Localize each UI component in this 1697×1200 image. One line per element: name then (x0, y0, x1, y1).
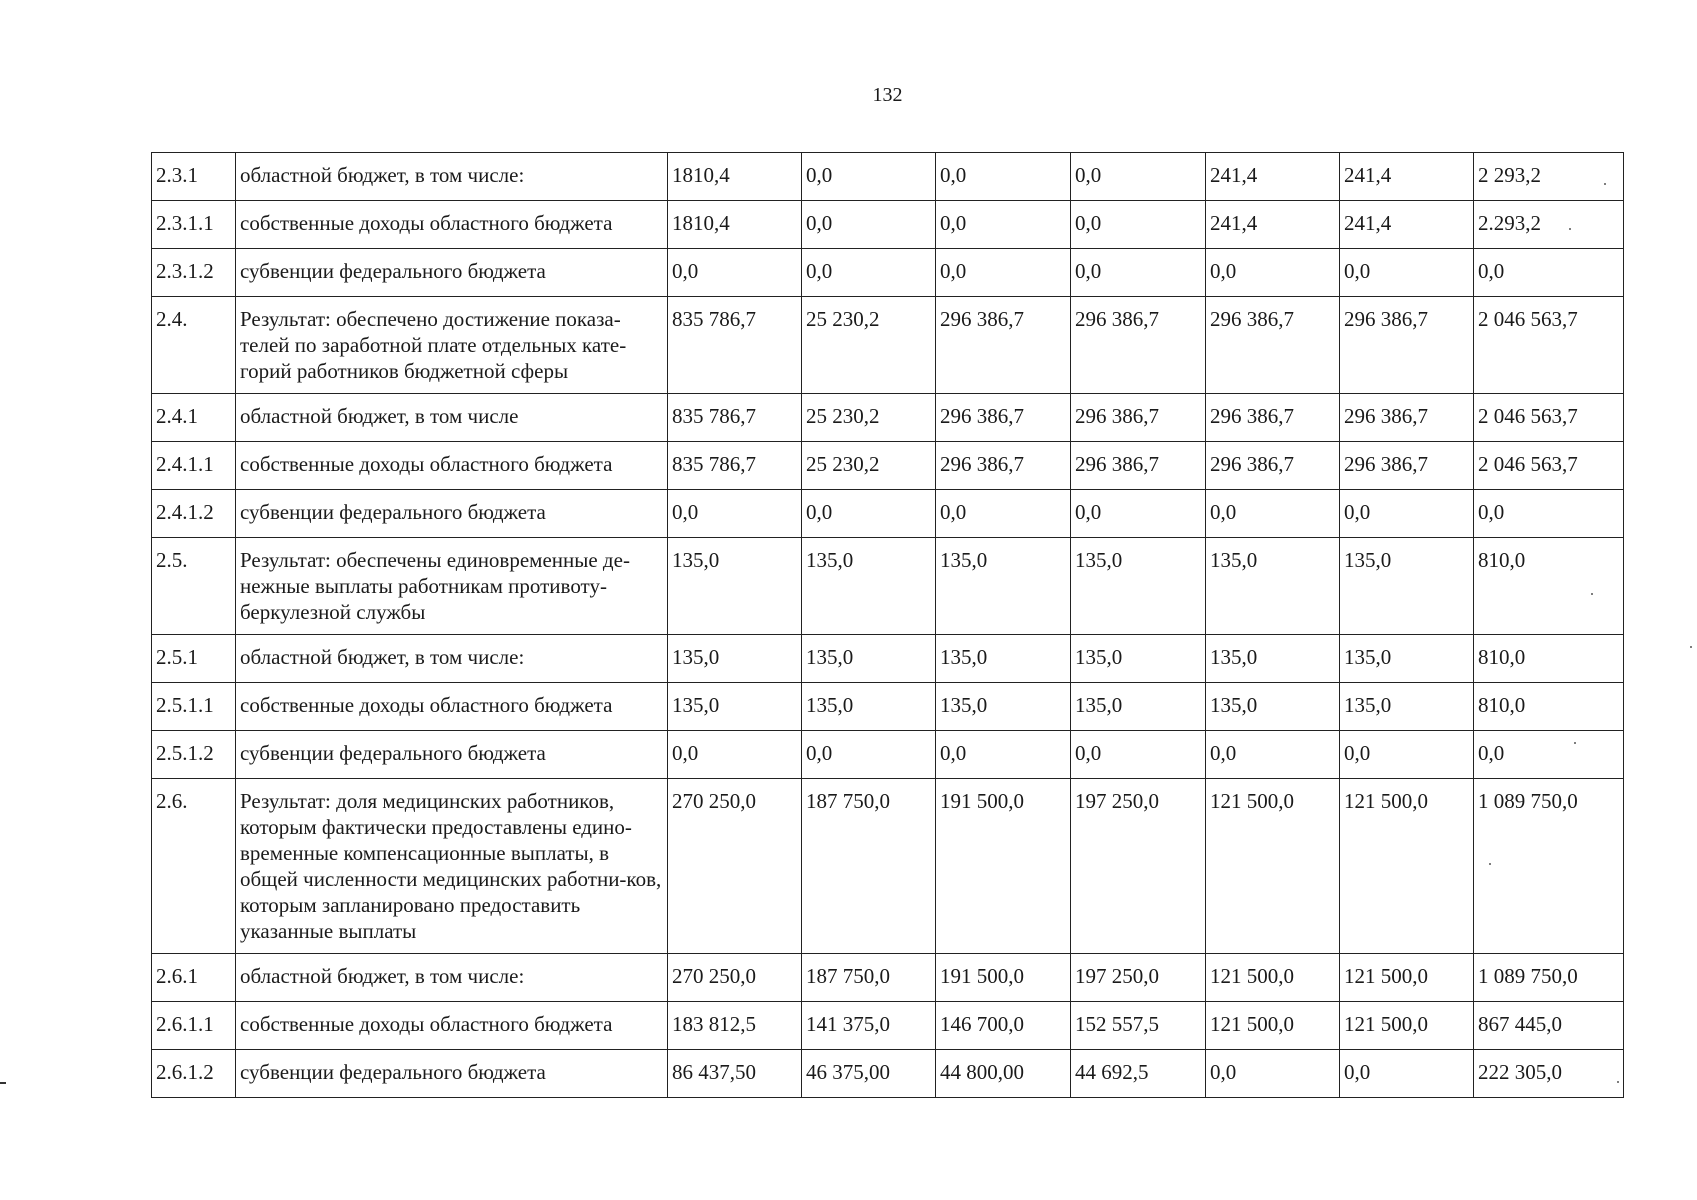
row-label: Результат: доля медицинских работников, которым фактически предоставлены едино-временные компенсационные выплаты, в общей численности медицинских работни-ков, которым запланировано предоставить указанные выплаты (236, 779, 668, 954)
table-row (152, 297, 1624, 394)
row-code: 2.4. (152, 297, 236, 394)
value-cell: 810,0 (1474, 635, 1624, 683)
value-cell: 835 786,7 (668, 394, 802, 442)
value-cell: 0,0 (936, 249, 1071, 297)
value-cell: 835 786,7 (668, 297, 802, 394)
value-cell: 2 293,2 (1474, 153, 1624, 201)
row-code: 2.5.1.2 (152, 731, 236, 779)
row-label: субвенции федерального бюджета (236, 1050, 668, 1098)
row-code: 2.4.1.2 (152, 490, 236, 538)
value-cell: 135,0 (1206, 538, 1340, 635)
value-cell: 0,0 (936, 731, 1071, 779)
value-cell: 296 386,7 (1340, 297, 1474, 394)
scan-speck (1604, 183, 1606, 185)
row-code: 2.6.1 (152, 954, 236, 1002)
value-cell: 0,0 (936, 153, 1071, 201)
value-cell: 0,0 (668, 490, 802, 538)
value-cell: 0,0 (936, 490, 1071, 538)
value-cell: 121 500,0 (1206, 1002, 1340, 1050)
value-cell: 135,0 (1340, 635, 1474, 683)
value-cell: 135,0 (1071, 683, 1206, 731)
value-cell: 25 230,2 (802, 442, 936, 490)
table-row (152, 490, 1624, 538)
value-cell: 86 437,50 (668, 1050, 802, 1098)
value-cell: 0,0 (1206, 490, 1340, 538)
table-body (152, 153, 1624, 1098)
row-code: 2.4.1 (152, 394, 236, 442)
value-cell: 121 500,0 (1340, 779, 1474, 954)
value-cell: 135,0 (668, 538, 802, 635)
value-cell: 2.293,2 (1474, 201, 1624, 249)
value-cell: 121 500,0 (1206, 954, 1340, 1002)
value-cell: 135,0 (936, 683, 1071, 731)
value-cell: 0,0 (668, 249, 802, 297)
row-code: 2.6.1.2 (152, 1050, 236, 1098)
row-code: 2.5. (152, 538, 236, 635)
row-label: субвенции федерального бюджета (236, 490, 668, 538)
value-cell: 146 700,0 (936, 1002, 1071, 1050)
scan-speck (1591, 593, 1593, 595)
value-cell: 0,0 (1474, 731, 1624, 779)
row-label: собственные доходы областного бюджета (236, 1002, 668, 1050)
value-cell: 835 786,7 (668, 442, 802, 490)
value-cell: 1 089 750,0 (1474, 954, 1624, 1002)
value-cell: 0,0 (1340, 1050, 1474, 1098)
value-cell: 191 500,0 (936, 779, 1071, 954)
scan-speck (1574, 742, 1576, 744)
value-cell: 296 386,7 (1206, 442, 1340, 490)
row-code: 2.3.1.1 (152, 201, 236, 249)
value-cell: 0,0 (1071, 731, 1206, 779)
value-cell: 1 089 750,0 (1474, 779, 1624, 954)
value-cell: 0,0 (1071, 490, 1206, 538)
table-row (152, 635, 1624, 683)
table-row (152, 249, 1624, 297)
value-cell: 270 250,0 (668, 779, 802, 954)
value-cell: 25 230,2 (802, 394, 936, 442)
scan-speck (1569, 228, 1571, 230)
value-cell: 152 557,5 (1071, 1002, 1206, 1050)
value-cell: 810,0 (1474, 683, 1624, 731)
value-cell: 1810,4 (668, 201, 802, 249)
scan-speck (1617, 1081, 1619, 1083)
value-cell: 135,0 (1340, 538, 1474, 635)
row-code: 2.4.1.1 (152, 442, 236, 490)
value-cell: 0,0 (1071, 249, 1206, 297)
value-cell: 135,0 (936, 538, 1071, 635)
value-cell: 2 046 563,7 (1474, 442, 1624, 490)
value-cell: 187 750,0 (802, 779, 936, 954)
page-number: 132 (872, 84, 903, 106)
value-cell: 135,0 (1071, 635, 1206, 683)
value-cell: 0,0 (1474, 249, 1624, 297)
row-code: 2.6.1.1 (152, 1002, 236, 1050)
row-label: собственные доходы областного бюджета (236, 201, 668, 249)
value-cell: 0,0 (1071, 153, 1206, 201)
table-row (152, 779, 1624, 954)
value-cell: 241,4 (1206, 201, 1340, 249)
row-label: субвенции федерального бюджета (236, 249, 668, 297)
value-cell: 191 500,0 (936, 954, 1071, 1002)
value-cell: 867 445,0 (1474, 1002, 1624, 1050)
value-cell: 0,0 (802, 731, 936, 779)
value-cell: 2 046 563,7 (1474, 394, 1624, 442)
row-label: субвенции федерального бюджета (236, 731, 668, 779)
value-cell: 0,0 (1206, 249, 1340, 297)
value-cell: 0,0 (1206, 1050, 1340, 1098)
value-cell: 0,0 (936, 201, 1071, 249)
value-cell: 46 375,00 (802, 1050, 936, 1098)
row-label: Результат: обеспечены единовременные де-нежные выплаты работникам противоту-беркулезной службы (236, 538, 668, 635)
value-cell: 296 386,7 (1071, 394, 1206, 442)
value-cell: 2 046 563,7 (1474, 297, 1624, 394)
value-cell: 241,4 (1340, 201, 1474, 249)
value-cell: 121 500,0 (1206, 779, 1340, 954)
value-cell: 241,4 (1340, 153, 1474, 201)
value-cell: 0,0 (1340, 490, 1474, 538)
row-label: областной бюджет, в том числе: (236, 954, 668, 1002)
value-cell: 197 250,0 (1071, 954, 1206, 1002)
table-row (152, 1002, 1624, 1050)
row-code: 2.3.1.2 (152, 249, 236, 297)
value-cell: 197 250,0 (1071, 779, 1206, 954)
value-cell: 44 692,5 (1071, 1050, 1206, 1098)
value-cell: 135,0 (1071, 538, 1206, 635)
value-cell: 183 812,5 (668, 1002, 802, 1050)
value-cell: 141 375,0 (802, 1002, 936, 1050)
value-cell: 0,0 (1474, 490, 1624, 538)
budget-table (151, 152, 1624, 1098)
table-row (152, 201, 1624, 249)
margin-mark (0, 1082, 6, 1084)
value-cell: 187 750,0 (802, 954, 936, 1002)
row-code: 2.6. (152, 779, 236, 954)
value-cell: 296 386,7 (936, 394, 1071, 442)
value-cell: 135,0 (1340, 683, 1474, 731)
value-cell: 135,0 (668, 635, 802, 683)
value-cell: 135,0 (802, 538, 936, 635)
table-row (152, 538, 1624, 635)
value-cell: 0,0 (1340, 731, 1474, 779)
value-cell: 135,0 (802, 683, 936, 731)
row-label: областной бюджет, в том числе: (236, 635, 668, 683)
value-cell: 0,0 (802, 201, 936, 249)
row-label: собственные доходы областного бюджета (236, 683, 668, 731)
value-cell: 296 386,7 (1206, 297, 1340, 394)
value-cell: 296 386,7 (1206, 394, 1340, 442)
value-cell: 296 386,7 (936, 297, 1071, 394)
value-cell: 135,0 (802, 635, 936, 683)
table-row (152, 442, 1624, 490)
value-cell: 222 305,0 (1474, 1050, 1624, 1098)
row-label: Результат: обеспечено достижение показа-телей по заработной плате отдельных кате-горий работников бюджетной сферы (236, 297, 668, 394)
table-row (152, 683, 1624, 731)
value-cell: 44 800,00 (936, 1050, 1071, 1098)
row-code: 2.3.1 (152, 153, 236, 201)
value-cell: 0,0 (802, 153, 936, 201)
value-cell: 296 386,7 (1071, 297, 1206, 394)
value-cell: 135,0 (1206, 635, 1340, 683)
value-cell: 1810,4 (668, 153, 802, 201)
row-label: собственные доходы областного бюджета (236, 442, 668, 490)
value-cell: 121 500,0 (1340, 1002, 1474, 1050)
table-row (152, 153, 1624, 201)
value-cell: 0,0 (802, 490, 936, 538)
row-label: областной бюджет, в том числе (236, 394, 668, 442)
scan-speck (1690, 646, 1692, 648)
value-cell: 296 386,7 (1340, 394, 1474, 442)
value-cell: 121 500,0 (1340, 954, 1474, 1002)
value-cell: 296 386,7 (936, 442, 1071, 490)
value-cell: 135,0 (936, 635, 1071, 683)
value-cell: 241,4 (1206, 153, 1340, 201)
value-cell: 270 250,0 (668, 954, 802, 1002)
table-row (152, 1050, 1624, 1098)
value-cell: 296 386,7 (1340, 442, 1474, 490)
value-cell: 25 230,2 (802, 297, 936, 394)
row-code: 2.5.1.1 (152, 683, 236, 731)
scan-speck (1489, 863, 1491, 865)
table-row (152, 394, 1624, 442)
value-cell: 135,0 (1206, 683, 1340, 731)
value-cell: 0,0 (802, 249, 936, 297)
value-cell: 810,0 (1474, 538, 1624, 635)
value-cell: 0,0 (1340, 249, 1474, 297)
value-cell: 0,0 (1071, 201, 1206, 249)
table-row (152, 731, 1624, 779)
value-cell: 296 386,7 (1071, 442, 1206, 490)
row-code: 2.5.1 (152, 635, 236, 683)
row-label: областной бюджет, в том числе: (236, 153, 668, 201)
value-cell: 0,0 (1206, 731, 1340, 779)
table-row (152, 954, 1624, 1002)
value-cell: 0,0 (668, 731, 802, 779)
value-cell: 135,0 (668, 683, 802, 731)
